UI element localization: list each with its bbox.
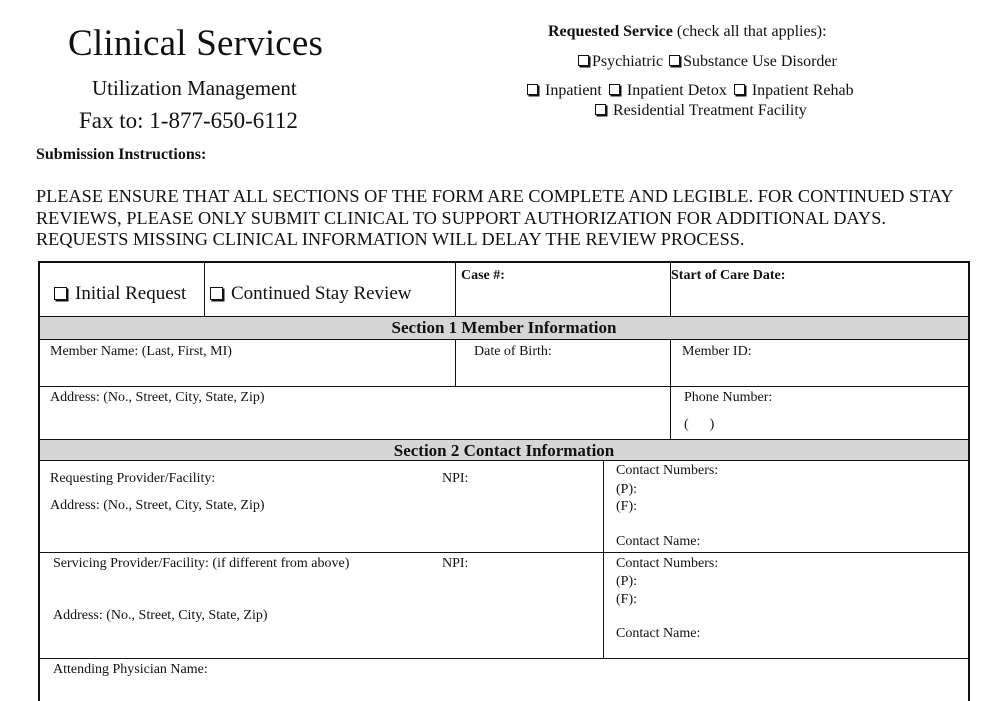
section2-title: Section 2 Contact Information — [40, 440, 968, 460]
inpatient-label: Inpatient — [545, 82, 602, 99]
inpatient-detox-checkbox[interactable] — [609, 84, 620, 95]
phone-number-label: Phone Number: — [684, 390, 773, 405]
dob-label: Date of Birth: — [474, 344, 552, 359]
initial-request-checkbox[interactable] — [54, 287, 67, 300]
submission-instructions-heading: Submission Instructions: — [36, 146, 207, 163]
residential-label: Residential Treatment Facility — [613, 102, 807, 119]
member-name-label: Member Name: (Last, First, MI) — [50, 344, 232, 359]
form-title: Clinical Services — [68, 23, 324, 64]
fax-number: Fax to: 1-877-650-6112 — [79, 108, 298, 133]
attending-physician-label: Attending Physician Name: — [53, 662, 208, 677]
requesting-phone-label: (P): — [616, 482, 637, 497]
servicing-address-label: Address: (No., Street, City, State, Zip) — [53, 608, 268, 623]
requesting-contact-name-label: Contact Name: — [616, 534, 701, 549]
servicing-contact-numbers-label: Contact Numbers: — [616, 556, 719, 571]
residential-checkbox[interactable] — [595, 104, 606, 115]
requested-service-heading: Requested Service (check all that applies): — [548, 23, 827, 40]
servicing-phone-label: (P): — [616, 574, 637, 589]
substance-use-checkbox[interactable] — [669, 55, 680, 66]
requesting-fax-label: (F): — [616, 499, 637, 514]
inpatient-rehab-label: Inpatient Rehab — [751, 82, 854, 99]
service-options-row1 — [578, 52, 837, 72]
requesting-address-label: Address: (No., Street, City, State, Zip) — [50, 498, 265, 513]
requesting-contact-numbers-label: Contact Numbers: — [616, 463, 719, 478]
continued-stay-option[interactable]: Continued Stay Review — [210, 283, 411, 305]
member-id-label: Member ID: — [682, 344, 752, 359]
service-options-row3 — [595, 101, 807, 121]
servicing-contact-name-label: Contact Name: — [616, 626, 701, 641]
case-number-label: Case #: — [461, 268, 505, 283]
inpatient-rehab-checkbox[interactable] — [734, 84, 745, 95]
servicing-fax-label: (F): — [616, 592, 637, 607]
phone-area-code: ( ) — [684, 417, 715, 432]
psychiatric-label: Psychiatric — [592, 53, 664, 70]
requesting-npi-label: NPI: — [442, 471, 469, 486]
initial-request-option[interactable]: Initial Request — [54, 283, 186, 305]
inpatient-checkbox[interactable] — [527, 84, 538, 95]
requesting-provider-label: Requesting Provider/Facility: — [50, 471, 216, 486]
inpatient-detox-label: Inpatient Detox — [626, 82, 727, 99]
section1-title: Section 1 Member Information — [40, 317, 968, 339]
service-options-row2 — [527, 81, 854, 101]
servicing-provider-label: Servicing Provider/Facility: (if different from above) — [53, 556, 350, 571]
start-of-care-label: Start of Care Date: — [671, 268, 786, 283]
member-address-label: Address: (No., Street, City, State, Zip) — [50, 390, 265, 405]
submission-instructions-text: PLEASE ENSURE THAT ALL SECTIONS OF THE FORM ARE COMPLETE AND LEGIBLE. FOR CONTINUED STAY REVIEWS, PLEASE ONLY SUBMIT CLINICAL TO SUPPORT AUTHORIZATION FOR ADDITIONAL DAYS. REQUESTS MISSING CLINICAL INFORMATION WILL DELAY THE REVIEW PROCESS. — [36, 186, 953, 250]
psychiatric-checkbox[interactable] — [578, 55, 589, 66]
servicing-npi-label: NPI: — [442, 556, 469, 571]
clinical-form-table — [38, 261, 970, 701]
continued-stay-checkbox[interactable] — [210, 287, 223, 300]
form-subtitle: Utilization Management — [92, 76, 297, 100]
substance-use-label: Substance Use Disorder — [683, 53, 837, 70]
